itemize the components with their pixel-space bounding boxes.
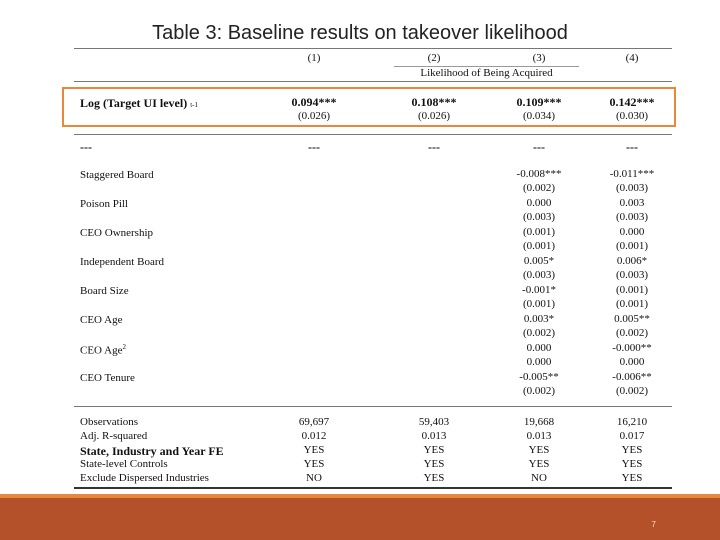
main-se-1: (0.026): [297, 110, 331, 122]
control-s3: (0.001): [522, 240, 556, 252]
stat-value: 0.017: [619, 430, 645, 442]
stat-label-observations: Observations: [80, 416, 139, 428]
stat-value: YES: [528, 458, 550, 470]
stat-label-adj-r-squared: Adj. R-squared: [80, 430, 148, 442]
control-c4: 0.000: [619, 226, 645, 238]
control-label-staggered-board: Staggered Board: [80, 169, 154, 181]
dash-row-label: ---: [80, 140, 92, 154]
stat-value: YES: [621, 472, 643, 484]
control-s3: (0.003): [522, 211, 556, 223]
control-s4: (0.003): [615, 211, 649, 223]
control-label-ceo-age-squared: CEO Age$^2$: [80, 343, 126, 357]
control-label-ceo-tenure: CEO Tenure: [80, 372, 135, 384]
control-c4: -0.011***: [609, 168, 655, 180]
control-c3: 0.000: [526, 342, 552, 354]
control-s3: (0.003): [522, 269, 556, 281]
stat-value: YES: [303, 458, 325, 470]
stat-value: YES: [423, 458, 445, 470]
control-s4: (0.002): [615, 385, 649, 397]
main-row-label: Log (Target UI level) t-1: [80, 96, 198, 110]
control-s4: (0.003): [615, 182, 649, 194]
col-header-2: (2): [427, 52, 441, 64]
control-c3: -0.005**: [519, 371, 559, 383]
stat-label-exclude-dispersed: Exclude Dispersed Industries: [80, 472, 209, 484]
table-bottom-rule: [74, 487, 672, 489]
dash-1: ---: [308, 140, 320, 154]
control-s4: (0.003): [615, 269, 649, 281]
control-c4: 0.006*: [616, 255, 648, 267]
control-label-poison-pill: Poison Pill: [80, 198, 128, 210]
stat-value: YES: [528, 444, 550, 456]
control-c4: -0.000**: [612, 342, 652, 354]
stat-value: YES: [621, 458, 643, 470]
control-c3: 0.005*: [523, 255, 555, 267]
control-s3: (0.001): [522, 298, 556, 310]
col-header-3: (3): [532, 52, 546, 64]
stat-label-fixed-effects: State, Industry and Year FE: [80, 444, 224, 458]
header-rule: [74, 81, 672, 82]
stat-value: NO: [531, 472, 547, 484]
control-c3: 0.000: [526, 197, 552, 209]
col-header-1: (1): [307, 52, 321, 64]
main-coef-3: 0.109***: [516, 95, 562, 109]
stat-value: 0.012: [301, 430, 327, 442]
stat-value: YES: [423, 472, 445, 484]
table-top-rule: [74, 48, 672, 49]
control-s3: (0.002): [522, 182, 556, 194]
control-s4: (0.002): [615, 327, 649, 339]
dash-2: ---: [428, 140, 440, 154]
control-c4: 0.003: [619, 197, 645, 209]
main-coef-4: 0.142***: [609, 95, 655, 109]
control-c3: -0.008***: [516, 168, 562, 180]
stat-value: YES: [303, 444, 325, 456]
control-c3: (0.001): [522, 226, 556, 238]
dash-4: ---: [626, 140, 638, 154]
main-coef-1: 0.094***: [291, 95, 337, 109]
stat-value: 19,668: [523, 416, 555, 428]
main-se-3: (0.034): [522, 110, 556, 122]
control-s3: (0.002): [522, 385, 556, 397]
main-se-2: (0.026): [417, 110, 451, 122]
control-c4: (0.001): [615, 284, 649, 296]
stat-value: 16,210: [616, 416, 648, 428]
control-s4: (0.001): [615, 298, 649, 310]
stat-value: YES: [423, 444, 445, 456]
control-c4: -0.006**: [612, 371, 652, 383]
dash-3: ---: [533, 140, 545, 154]
stat-value: 59,403: [418, 416, 450, 428]
control-label-board-size: Board Size: [80, 285, 129, 297]
page-number: 7: [651, 520, 656, 529]
main-row-rule: [74, 134, 672, 135]
control-s3: (0.002): [522, 327, 556, 339]
control-c3: 0.003*: [523, 313, 555, 325]
col-header-4: (4): [625, 52, 639, 64]
stat-value: 69,697: [298, 416, 330, 428]
controls-rule: [74, 406, 672, 407]
dependent-variable-label: Likelihood of Being Acquired: [420, 67, 553, 79]
footer-bar: [0, 498, 720, 540]
control-s4: (0.001): [615, 240, 649, 252]
main-coef-2: 0.108***: [411, 95, 457, 109]
slide-title: Table 3: Baseline results on takeover likelihood: [152, 22, 568, 44]
control-label-ceo-ownership: CEO Ownership: [80, 227, 154, 239]
stat-value: NO: [306, 472, 322, 484]
control-s3: 0.000: [526, 356, 552, 368]
highlight-box: [62, 87, 676, 127]
control-label-independent-board: Independent Board: [80, 256, 164, 268]
stat-label-state-controls: State-level Controls: [80, 458, 168, 470]
stat-value: 0.013: [526, 430, 552, 442]
stat-value: 0.013: [421, 430, 447, 442]
main-se-4: (0.030): [615, 110, 649, 122]
stat-value: YES: [621, 444, 643, 456]
control-c4: 0.005**: [614, 313, 650, 325]
control-label-ceo-age: CEO Age: [80, 314, 123, 326]
control-s4: 0.000: [619, 356, 645, 368]
control-c3: -0.001*: [522, 284, 556, 296]
